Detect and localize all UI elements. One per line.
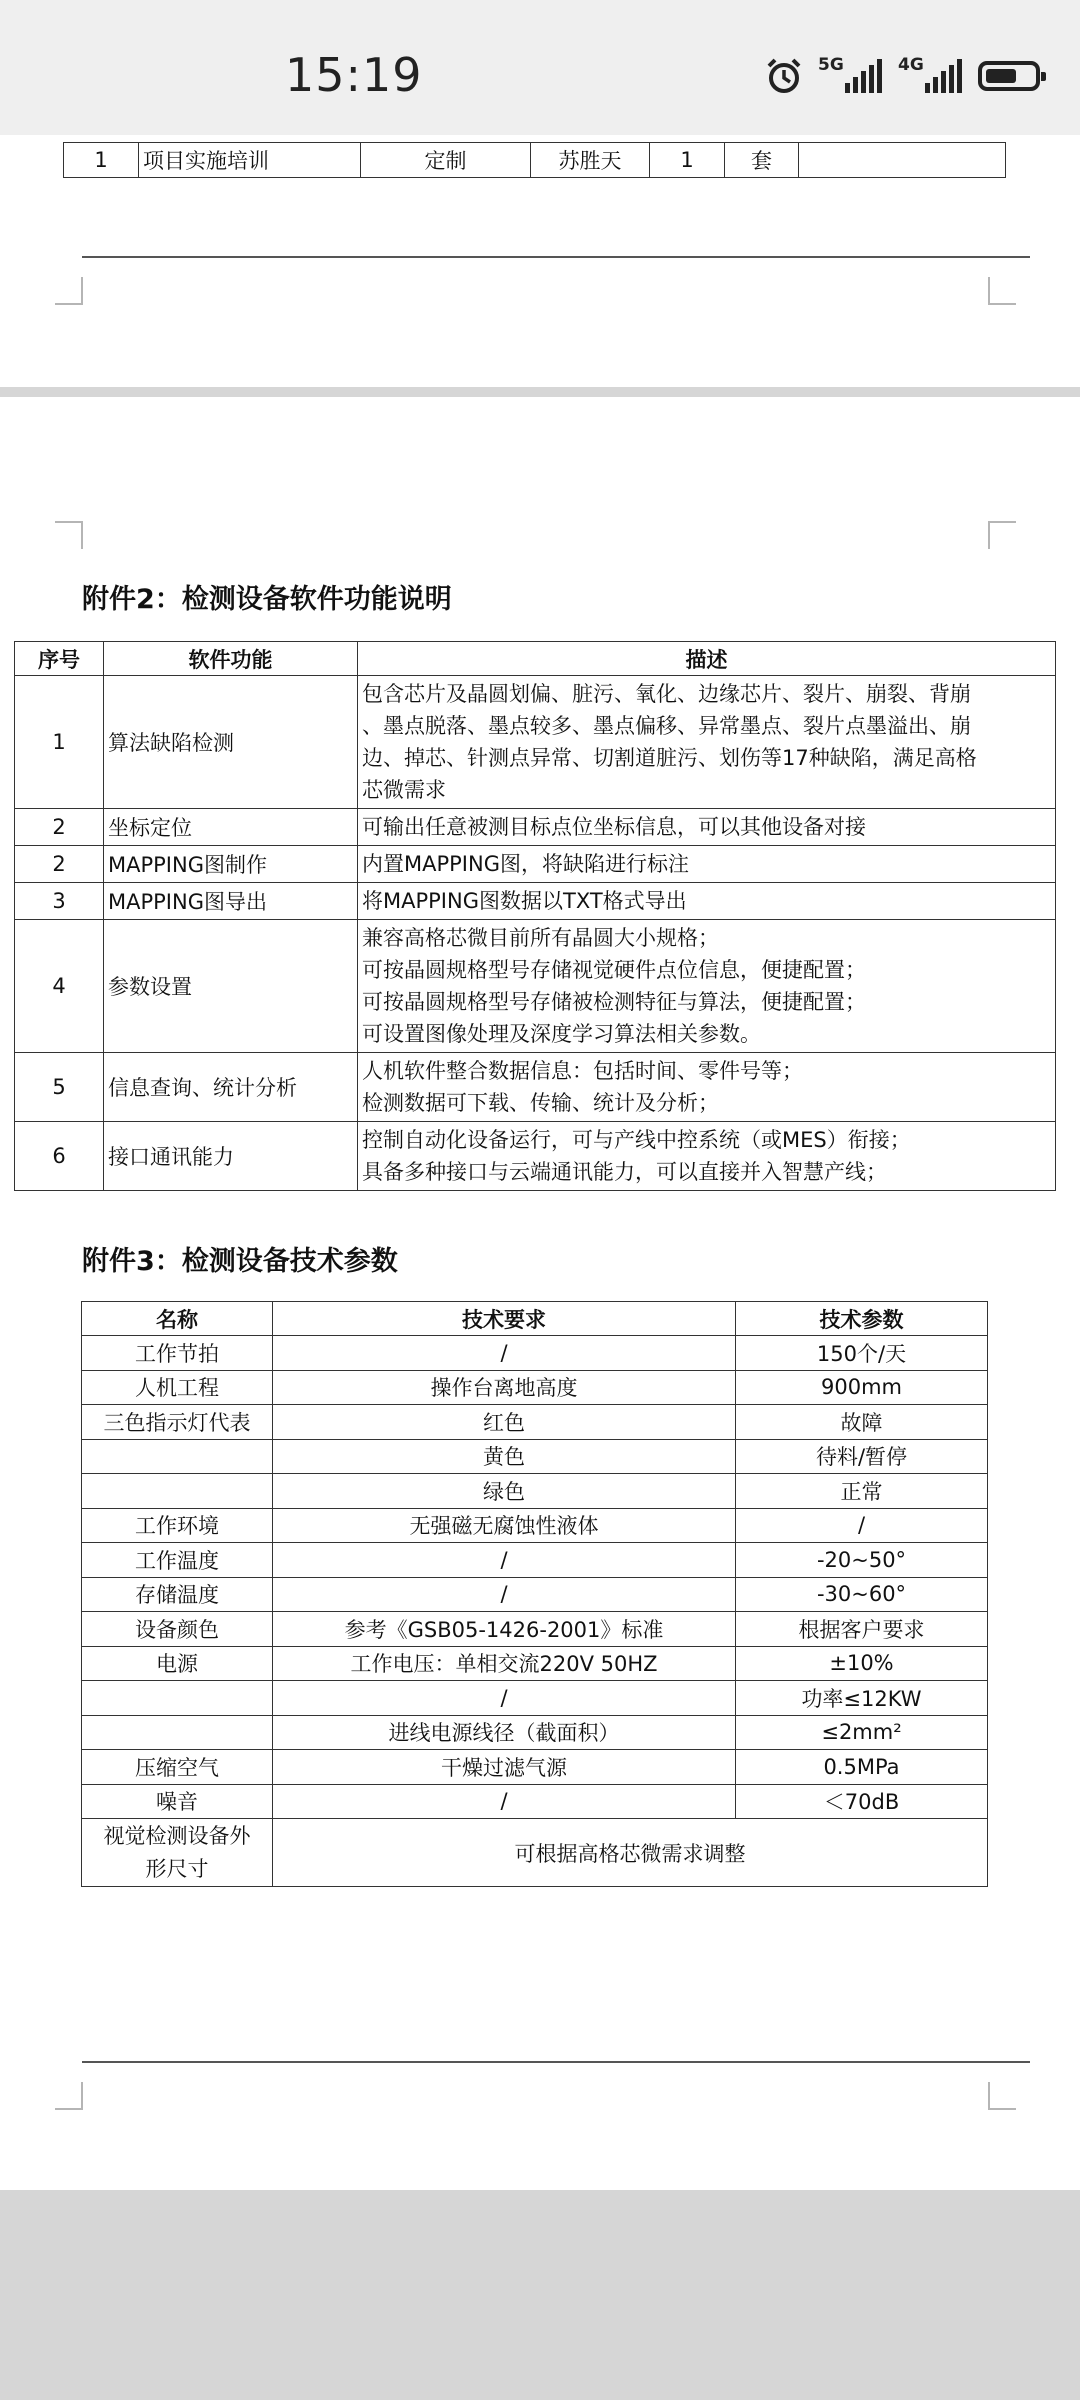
param-value: 正常	[736, 1474, 988, 1509]
param-value: 150个/天	[736, 1336, 988, 1371]
param-requirement: /	[273, 1784, 736, 1819]
param-requirement: /	[273, 1681, 736, 1716]
row-number: 4	[15, 920, 104, 1053]
row-number: 3	[15, 883, 104, 920]
status-bar	[0, 0, 1080, 135]
column-header: 名称	[82, 1302, 273, 1336]
table-row	[82, 1612, 988, 1647]
table-row	[82, 1370, 988, 1405]
param-requirement: 无强磁无腐蚀性液体	[273, 1508, 736, 1543]
function-name: 信息查询、统计分析	[104, 1053, 358, 1122]
table-row	[15, 1053, 1056, 1122]
row-number: 2	[15, 846, 104, 883]
table-row	[15, 883, 1056, 920]
attachment3-title: 附件3：检测设备技术参数	[82, 1246, 398, 1277]
document-page-2	[0, 397, 1080, 2190]
param-requirement: 操作台离地高度	[273, 1370, 736, 1405]
function-description: 包含芯片及晶圆划偏、脏污、氧化、边缘芯片、裂片、崩裂、背崩 、墨点脱落、墨点较多、墨点偏移、异常墨点、裂片点墨溢出、崩 边、掉芯、针测点异常、切割道脏污、划伤等17种缺陷，满足高格 芯微需求	[358, 676, 1056, 809]
param-name: 压缩空气	[82, 1750, 273, 1785]
param-value: 待料/暂停	[736, 1439, 988, 1474]
param-requirement: 绿色	[273, 1474, 736, 1509]
param-value: /	[736, 1508, 988, 1543]
param-value: 0.5MPa	[736, 1750, 988, 1785]
param-name	[82, 1681, 273, 1716]
table-row	[82, 1819, 988, 1887]
param-requirement: 干燥过滤气源	[273, 1750, 736, 1785]
alarm-icon	[764, 56, 804, 96]
function-description: 内置MAPPING图，将缺陷进行标注	[358, 846, 1056, 883]
table-row	[82, 1336, 988, 1371]
table-row	[82, 1577, 988, 1612]
corner-mark	[988, 2082, 1016, 2110]
table-row	[15, 809, 1056, 846]
function-description: 人机软件整合数据信息：包括时间、零件号等； 检测数据可下载、传输、统计及分析；	[358, 1053, 1056, 1122]
function-name: MAPPING图导出	[104, 883, 358, 920]
param-value: 根据客户要求	[736, 1612, 988, 1647]
technical-parameters-table	[81, 1301, 988, 1887]
battery-icon	[978, 61, 1040, 91]
corner-mark	[55, 521, 83, 549]
signal-4g-icon: 4G	[898, 59, 964, 93]
footer-rule	[82, 2061, 1030, 2063]
param-name: 视觉检测设备外 形尺寸	[82, 1819, 273, 1887]
corner-mark	[55, 2082, 83, 2110]
attachment2-title: 附件2：检测设备软件功能说明	[82, 584, 452, 615]
column-header: 技术参数	[736, 1302, 988, 1336]
document-page-1	[0, 135, 1080, 387]
column-header: 序号	[15, 642, 104, 676]
function-description: 可输出任意被测目标点位坐标信息，可以其他设备对接	[358, 809, 1056, 846]
column-header: 描述	[358, 642, 1056, 676]
footer-rule	[82, 256, 1030, 258]
param-name	[82, 1474, 273, 1509]
table-row	[64, 143, 1006, 178]
param-value: -20~50°	[736, 1543, 988, 1578]
row-number: 2	[15, 809, 104, 846]
table-cell: 1	[64, 143, 139, 178]
table-cell: 1	[650, 143, 725, 178]
function-name: 接口通讯能力	[104, 1122, 358, 1191]
param-name: 设备颜色	[82, 1612, 273, 1647]
function-name: 坐标定位	[104, 809, 358, 846]
param-name: 存储温度	[82, 1577, 273, 1612]
table-row	[15, 676, 1056, 809]
param-value: ≤2mm²	[736, 1715, 988, 1750]
software-function-table	[14, 641, 1056, 1191]
param-value: -30~60°	[736, 1577, 988, 1612]
table-cell: 项目实施培训	[139, 143, 361, 178]
param-name: 电源	[82, 1646, 273, 1681]
table-cell: 定制	[361, 143, 531, 178]
param-requirement: /	[273, 1543, 736, 1578]
table-cell: 苏胜天	[531, 143, 650, 178]
param-requirement: 红色	[273, 1405, 736, 1440]
param-value: 功率≤12KW	[736, 1681, 988, 1716]
corner-mark	[988, 521, 1016, 549]
param-requirement: 进线电源线径（截面积）	[273, 1715, 736, 1750]
param-requirement: 参考《GSB05-1426-2001》标准	[273, 1612, 736, 1647]
function-description: 控制自动化设备运行，可与产线中控系统（或MES）衔接； 具备多种接口与云端通讯能力，可以直接并入智慧产线；	[358, 1122, 1056, 1191]
table-row	[82, 1543, 988, 1578]
corner-mark	[988, 277, 1016, 305]
function-name: MAPPING图制作	[104, 846, 358, 883]
table-row	[82, 1646, 988, 1681]
function-description: 兼容高格芯微目前所有晶圆大小规格； 可按晶圆规格型号存储视觉硬件点位信息，便捷配置； 可按晶圆规格型号存储被检测特征与算法，便捷配置； 可设置图像处理及深度学习算法相关参数。	[358, 920, 1056, 1053]
table-row	[82, 1681, 988, 1716]
function-description: 将MAPPING图数据以TXT格式导出	[358, 883, 1056, 920]
row-number: 5	[15, 1053, 104, 1122]
param-requirement: /	[273, 1577, 736, 1612]
param-name: 人机工程	[82, 1370, 273, 1405]
row-number: 1	[15, 676, 104, 809]
param-value: 可根据高格芯微需求调整	[273, 1819, 988, 1887]
param-requirement: 黄色	[273, 1439, 736, 1474]
table-row	[82, 1405, 988, 1440]
param-name: 工作节拍	[82, 1336, 273, 1371]
table-cell	[799, 143, 1006, 178]
equipment-table-tail	[63, 142, 1006, 178]
table-row	[82, 1784, 988, 1819]
signal-5g-icon: 5G	[818, 59, 884, 93]
param-name	[82, 1715, 273, 1750]
param-requirement: /	[273, 1336, 736, 1371]
table-row	[82, 1508, 988, 1543]
param-name: 三色指示灯代表	[82, 1405, 273, 1440]
param-value: 故障	[736, 1405, 988, 1440]
table-header-row	[82, 1302, 988, 1336]
row-number: 6	[15, 1122, 104, 1191]
param-value: 900mm	[736, 1370, 988, 1405]
table-row	[15, 1122, 1056, 1191]
table-header-row	[15, 642, 1056, 676]
table-row	[15, 846, 1056, 883]
column-header: 软件功能	[104, 642, 358, 676]
corner-mark	[55, 277, 83, 305]
column-header: 技术要求	[273, 1302, 736, 1336]
function-name: 算法缺陷检测	[104, 676, 358, 809]
param-requirement: 工作电压：单相交流220V 50HZ	[273, 1646, 736, 1681]
status-time: 15:19	[285, 48, 423, 102]
table-row	[82, 1474, 988, 1509]
param-value: ±10%	[736, 1646, 988, 1681]
param-name	[82, 1439, 273, 1474]
function-name: 参数设置	[104, 920, 358, 1053]
param-name: 工作温度	[82, 1543, 273, 1578]
status-icons	[764, 56, 1040, 96]
table-row	[82, 1439, 988, 1474]
param-name: 工作环境	[82, 1508, 273, 1543]
table-cell: 套	[725, 143, 799, 178]
table-row	[82, 1715, 988, 1750]
table-row	[15, 920, 1056, 1053]
param-name: 噪音	[82, 1784, 273, 1819]
param-value: ＜70dB	[736, 1784, 988, 1819]
table-row	[82, 1750, 988, 1785]
